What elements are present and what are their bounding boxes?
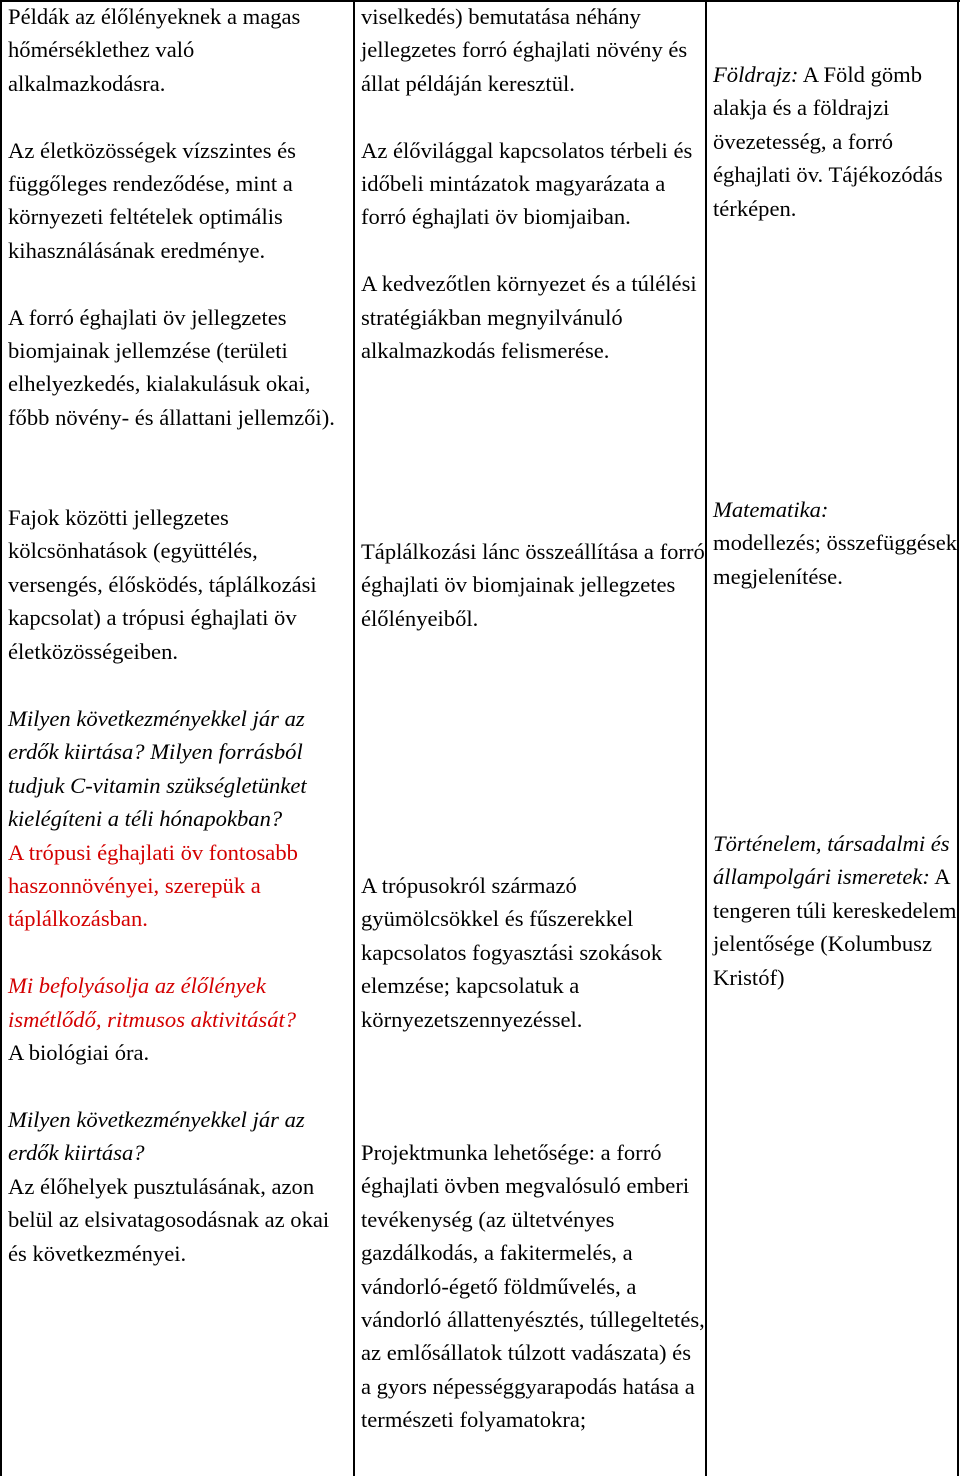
col3-row3-label: Történelem, társadalmi és állampolgári ismeretek: — [713, 831, 950, 890]
col2-row3-text: A trópusokról származó gyümölcsökkel és fűszerekkel kapcsolatos fogyasztási szokások elemzése; kapcsolatuk a környezetszennyezéssel. — [361, 873, 663, 1032]
cell-col2-row2 — [361, 535, 706, 635]
col2-row1-para3: A kedvezőtlen környezet és a túlélési stratégiákban megnyilvánuló alkalmazkodás felismerése. — [361, 271, 697, 364]
col3-row1-text — [713, 58, 958, 225]
cell-col3-row2 — [713, 493, 958, 593]
cell-col1-row3 — [8, 702, 348, 1069]
col3-row1-body: A Föld gömb alakja és a földrajzi övezetesség, a forró éghajlati öv. Tájékozódás térképen. — [713, 62, 943, 221]
cell-col3-row1 — [713, 58, 958, 225]
cell-col1-row1 — [8, 0, 348, 434]
col3-row2-body: modellezés; összefüggések megjelenítése. — [713, 530, 958, 589]
col1-row3-red-heading: A trópusi éghajlati öv fontosabb haszonnövényei, szerepük a táplálkozásban. — [8, 839, 298, 932]
col1-row3-red-question: Mi befolyásolja az élőlények ismétlődő, ritmusos aktivitását? — [8, 973, 297, 1032]
col1-row1-para1: Példák az élőlényeknek a magas hőmérséklethez való alkalmazkodásra. — [8, 4, 301, 96]
col1-row1-para3: A forró éghajlati öv jellegzetes biomjainak jellemzése (területi elhelyezkedés, kialakulásuk okai, főbb növény- és állattani jellemzői). — [8, 304, 335, 430]
cell-col2-row1 — [361, 0, 706, 367]
col1-row4-text: Az élőhelyek pusztulásának, azon belül az elsivatagosodásnak az okai és következményei. — [8, 1173, 330, 1266]
cell-col1-row2 — [8, 501, 348, 668]
col3-row1-label: Földrajz: — [713, 62, 799, 87]
col2-row4-text: Projektmunka lehetősége: a forró éghajlati övben megvalósuló emberi tevékenység (az ültetvényes gazdálkodás, a fakitermelés, a vándorló-égető földművelés, a vándorló állattenyésztés, túllegeltetés, az emlősállatok túlzott vadászata) és a gyors népességgyarapodás hatása a természeti folyamatokra; — [361, 1140, 705, 1433]
table-border-left — [0, 0, 2, 1476]
col2-row2-text: Táplálkozási lánc összeállítása a forró éghajlati öv biomjainak jellegzetes élőlényeiből. — [361, 539, 705, 631]
cell-col2-row3 — [361, 869, 706, 1036]
col3-row2-label: Matematika: — [713, 497, 829, 522]
cell-col2-row4 — [361, 1136, 706, 1437]
col2-row1-para2: Az élővilággal kapcsolatos térbeli és időbeli mintázatok magyarázata a forró éghajlati öv biomjaiban. — [361, 137, 693, 230]
cell-col1-row4 — [8, 1103, 348, 1270]
col1-row4-question: Milyen következményekkel jár az erdők kiirtása? — [8, 1107, 305, 1166]
cell-col3-row3 — [713, 827, 958, 994]
col1-row1-para2: Az életközösségek vízszintes és függőleges rendeződése, mint a környezeti feltételek optimális kihasználásának eredménye. — [8, 137, 296, 263]
table-border-col1 — [353, 0, 355, 1476]
col3-row3-text — [713, 827, 958, 994]
col1-row2-text: Fajok közötti jellegzetes kölcsönhatások (együttélés, versengés, élősködés, táplálkozási kapcsolat) a trópusi éghajlati öv életközösségeiben. — [8, 505, 317, 664]
col2-row1-para1: viselkedés) bemutatása néhány jellegzetes forró éghajlati növény és állat példáján keresztül. — [361, 4, 688, 96]
col1-row3-question: Milyen következményekkel jár az erdők kiirtása? Milyen forrásból tudjuk C-vitamin szükségletünket kielégíteni a téli hónapokban? — [8, 706, 307, 832]
col1-row3-end: A biológiai óra. — [8, 1040, 150, 1066]
col3-row3-body: A tengeren túli kereskedelem jelentősége (Kolumbusz Kristóf) — [713, 864, 957, 990]
